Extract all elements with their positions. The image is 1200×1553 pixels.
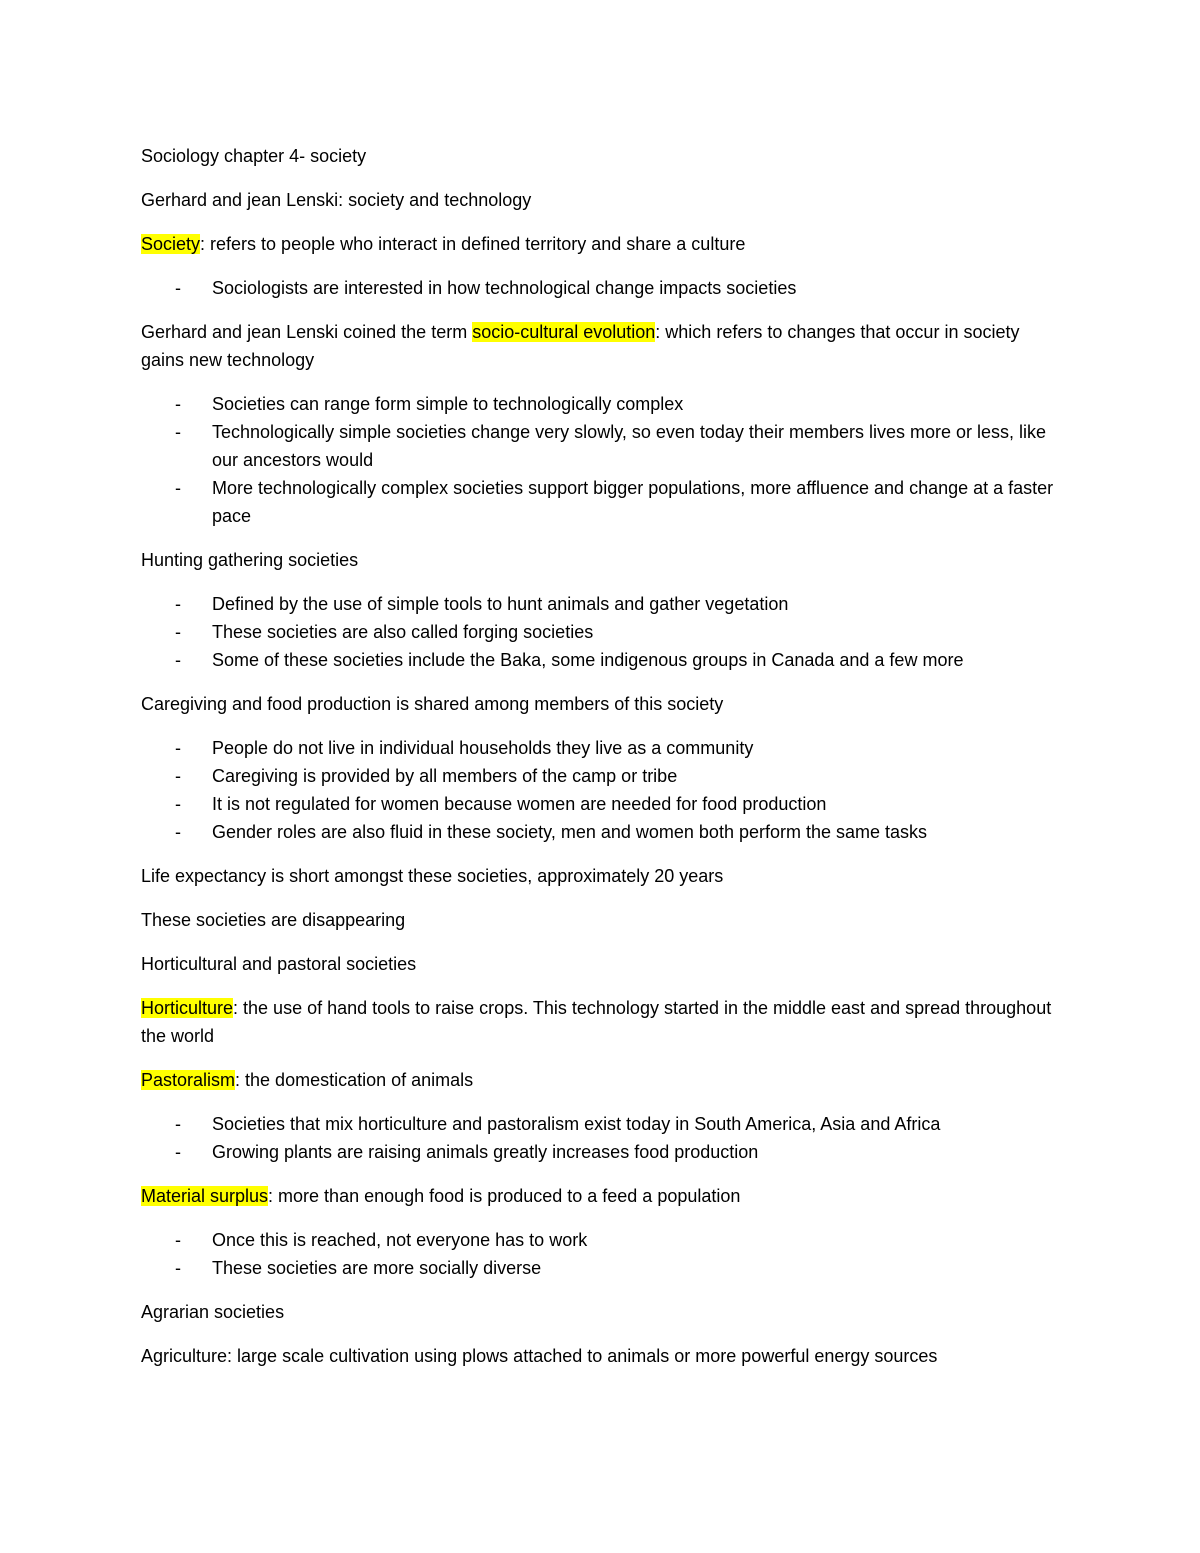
document-page xyxy=(141,142,1061,1386)
list-item-text: Some of these societies include the Baka, some indigenous groups in Canada and a few more xyxy=(212,650,964,670)
list-item xyxy=(141,646,1061,674)
section-subtitle: Gerhard and jean Lenski: society and technology xyxy=(141,190,532,210)
list-item xyxy=(141,474,1061,530)
dash-marker: - xyxy=(175,1230,181,1250)
dash-marker: - xyxy=(175,422,181,442)
horticulture-definition-text: : the use of hand tools to raise crops. This technology started in the middle east and spread throughout the world xyxy=(141,998,1052,1046)
dash-marker: - xyxy=(175,1142,181,1162)
list-item-text: More technologically complex societies support bigger populations, more affluence and change at a faster pace xyxy=(212,478,1054,526)
list-item xyxy=(141,618,1061,646)
evolution-intro: Gerhard and jean Lenski coined the term xyxy=(141,322,473,342)
material-surplus-definition xyxy=(141,1182,1061,1210)
dash-marker: - xyxy=(175,394,181,414)
dash-marker: - xyxy=(175,650,181,670)
society-term: Society xyxy=(141,234,201,254)
dash-marker: - xyxy=(175,594,181,614)
agriculture-definition: Agriculture: large scale cultivation using plows attached to animals or more powerful energy sources xyxy=(141,1346,938,1366)
surplus-bullet-list xyxy=(141,1226,1061,1282)
pastoralism-term: Pastoralism xyxy=(141,1070,236,1090)
evolution-definition xyxy=(141,318,1061,374)
list-item-text: These societies are more socially diverse xyxy=(212,1258,542,1278)
list-item xyxy=(141,418,1061,474)
list-item xyxy=(141,1138,1061,1166)
list-item-text: Caregiving is provided by all members of the camp or tribe xyxy=(212,766,678,786)
dash-marker: - xyxy=(175,738,181,758)
evolution-term: socio-cultural evolution xyxy=(472,322,656,342)
dash-marker: - xyxy=(175,1114,181,1134)
list-item xyxy=(141,790,1061,818)
pastoralism-bullet-list xyxy=(141,1110,1061,1166)
list-item xyxy=(141,1226,1061,1254)
dash-marker: - xyxy=(175,766,181,786)
horticultural-heading: Horticultural and pastoral societies xyxy=(141,954,417,974)
list-item xyxy=(141,762,1061,790)
list-item xyxy=(141,818,1061,846)
horticulture-definition xyxy=(141,994,1061,1050)
list-item-text: Sociologists are interested in how technological change impacts societies xyxy=(212,278,797,298)
list-item-text: Growing plants are raising animals greatly increases food production xyxy=(212,1142,759,1162)
evolution-bullet-list xyxy=(141,390,1061,530)
disappearing-paragraph: These societies are disappearing xyxy=(141,910,406,930)
pastoralism-definition xyxy=(141,1066,1061,1094)
hunting-bullet-list xyxy=(141,590,1061,674)
list-item-text: These societies are also called forging societies xyxy=(212,622,594,642)
caregiving-heading: Caregiving and food production is shared among members of this society xyxy=(141,694,724,714)
material-surplus-term: Material surplus xyxy=(141,1186,269,1206)
list-item-text: Defined by the use of simple tools to hunt animals and gather vegetation xyxy=(212,594,789,614)
horticulture-term: Horticulture xyxy=(141,998,234,1018)
evolution-definition-text: : which refers to changes that occur in society gains new technology xyxy=(141,322,1020,370)
life-expectancy-paragraph: Life expectancy is short amongst these societies, approximately 20 years xyxy=(141,866,724,886)
list-item-text: It is not regulated for women because women are needed for food production xyxy=(212,794,827,814)
list-item xyxy=(141,1110,1061,1138)
dash-marker: - xyxy=(175,278,181,298)
list-item xyxy=(141,274,1061,302)
list-item-text: Technologically simple societies change very slowly, so even today their members lives more or less, like our ancestors would xyxy=(212,422,1047,470)
dash-marker: - xyxy=(175,794,181,814)
pastoralism-definition-text: : the domestication of animals xyxy=(235,1070,474,1090)
list-item-text: Once this is reached, not everyone has to work xyxy=(212,1230,588,1250)
society-definition-text: : refers to people who interact in defined territory and share a culture xyxy=(200,234,746,254)
list-item xyxy=(141,390,1061,418)
society-bullet-list xyxy=(141,274,1061,302)
list-item xyxy=(141,1254,1061,1282)
list-item-text: Gender roles are also fluid in these society, men and women both perform the same tasks xyxy=(212,822,928,842)
document-title: Sociology chapter 4- society xyxy=(141,146,367,166)
list-item xyxy=(141,734,1061,762)
dash-marker: - xyxy=(175,822,181,842)
dash-marker: - xyxy=(175,1258,181,1278)
dash-marker: - xyxy=(175,622,181,642)
list-item-text: Societies can range form simple to technologically complex xyxy=(212,394,684,414)
hunting-heading: Hunting gathering societies xyxy=(141,550,359,570)
caregiving-bullet-list xyxy=(141,734,1061,846)
agrarian-heading: Agrarian societies xyxy=(141,1302,285,1322)
society-definition xyxy=(141,230,1061,258)
list-item-text: Societies that mix horticulture and pastoralism exist today in South America, Asia and Africa xyxy=(212,1114,941,1134)
list-item-text: People do not live in individual households they live as a community xyxy=(212,738,754,758)
material-surplus-definition-text: : more than enough food is produced to a feed a population xyxy=(268,1186,741,1206)
list-item xyxy=(141,590,1061,618)
dash-marker: - xyxy=(175,478,181,498)
